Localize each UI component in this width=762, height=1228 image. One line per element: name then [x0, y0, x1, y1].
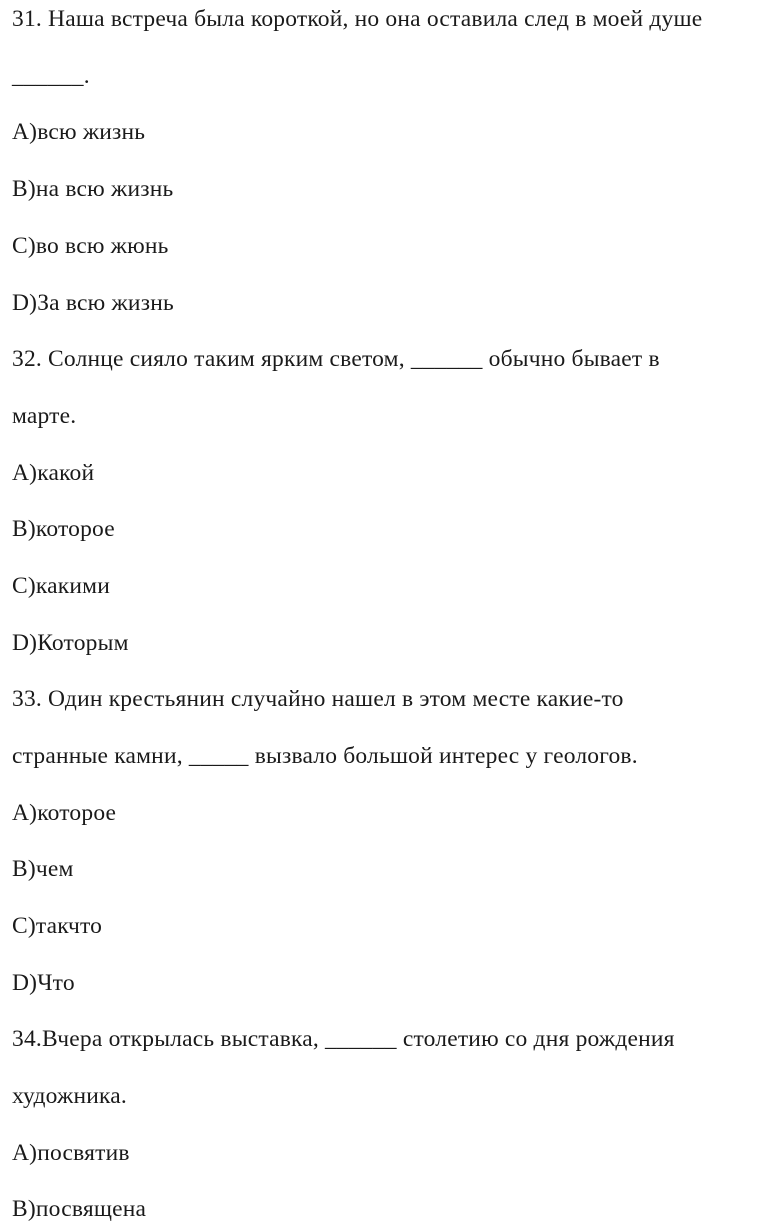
question-34-stem-line-1: 34.Вчера открылась выставка, ______ столетию со дня рождения [12, 1026, 675, 1052]
question-32-stem-line-1: 32. Солнце сияло таким ярким светом, ______ обычно бывает в [12, 346, 660, 372]
question-33-option-b: B)чем [12, 856, 74, 882]
question-31-option-b: B)на всю жизнь [12, 176, 174, 202]
question-33-option-c: C)такчто [12, 913, 103, 939]
question-33-option-a: A)которое [12, 800, 117, 826]
question-32-option-d: D)Которым [12, 630, 129, 656]
question-32-option-a: A)какой [12, 460, 95, 486]
question-31-option-c: C)во всю жюнь [12, 233, 169, 259]
question-32-option-c: C)какими [12, 573, 111, 599]
question-34-stem-line-2: художника. [12, 1083, 128, 1109]
question-33-option-d: D)Что [12, 970, 75, 996]
question-31-stem-line-1: 31. Наша встреча была короткой, но она оставила след в моей душе [12, 6, 703, 32]
question-34-option-a: A)посвятив [12, 1140, 130, 1166]
question-32-stem-line-2: марте. [12, 403, 77, 429]
question-33-stem-line-1: 33. Один крестьянин случайно нашел в этом месте какие-то [12, 686, 624, 712]
question-33-stem-line-2: странные камни, _____ вызвало большой интерес у геологов. [12, 743, 638, 769]
question-31-option-a: A)всю жизнь [12, 119, 146, 145]
question-31-option-d: D)За всю жизнь [12, 290, 174, 316]
question-32-option-b: B)которое [12, 516, 115, 542]
question-31-stem-line-2: ______. [12, 63, 90, 89]
question-34-option-b: B)посвящена [12, 1196, 147, 1222]
